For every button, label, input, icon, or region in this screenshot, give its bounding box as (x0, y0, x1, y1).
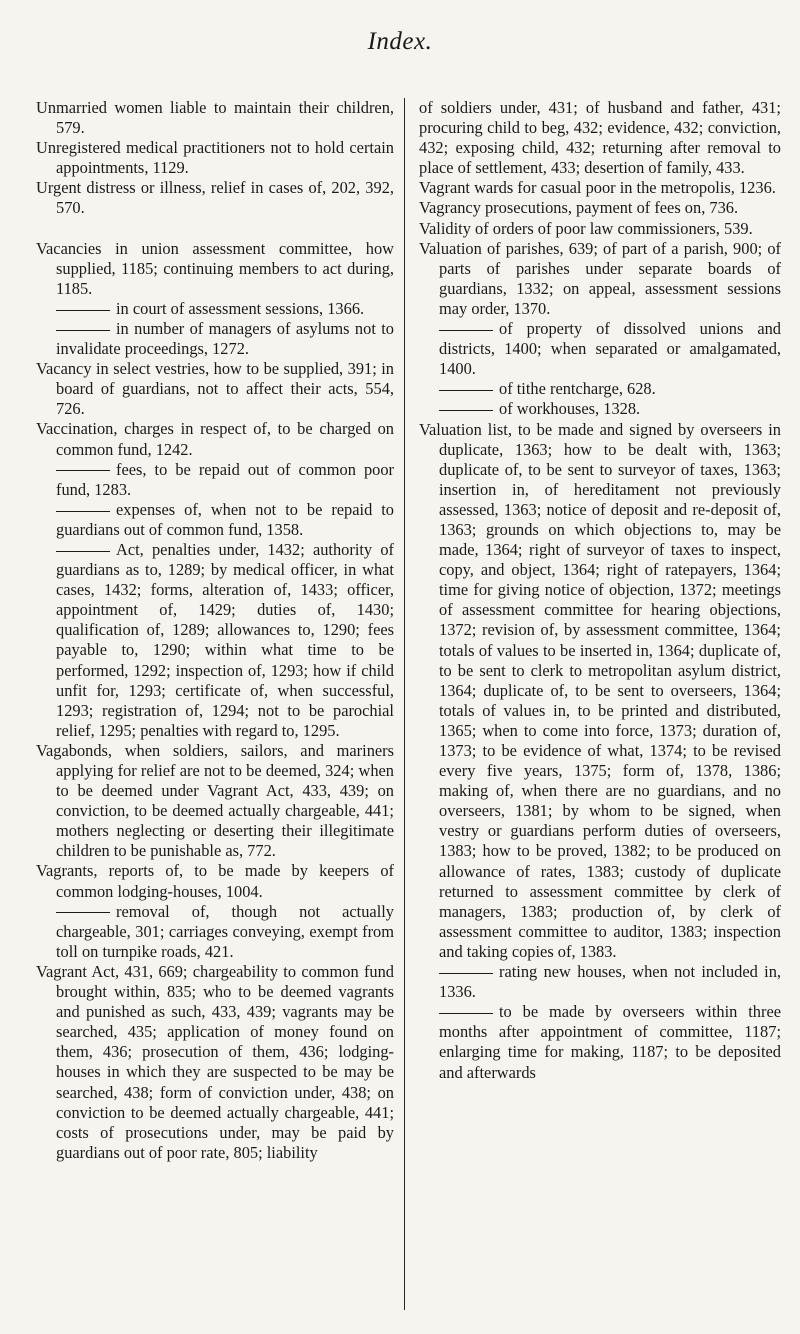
entry-text: Vagrant wards for casual poor in the metropolis, 1236. (419, 178, 776, 198)
repeat-dash (56, 912, 110, 913)
entry-text: Act, penalties under, 1432; authority of guardians as to, 1289; by medical officer, in what cases, 1432; forms, alteration of, 1433; officer, appointment of, 1429; duties of, 1430; qualification of, 1289; allowances to, 1290; fees payable to, 1290; within what time to be performed, 1292; inspection of, 1293; how if child unfit for, 1293; certificate of, when successful, 1293; registration of, 1294; not to be parochial relief, 1295; penalties with regard to, 1295. (56, 539, 394, 740)
entry-text: of workhouses, 1328. (499, 399, 641, 419)
index-subentry (36, 540, 394, 741)
entry-text: of tithe rentcharge, 628. (499, 379, 656, 399)
entry-text: Vacancy in select vestries, how to be supplied, 391; in board of guardians, not to affect their acts, 554, 726. (36, 359, 394, 419)
entry-text: Vagabonds, when soldiers, sailors, and mariners applying for relief are not to be deemed, 324; when to be deemed under Vagrant Act, 433, 439; on conviction, to be deemed actually chargeable, 441; mothers neglecting or deserting their illegitimate children to be punishable as, 772. (36, 740, 394, 861)
index-entry (36, 419, 394, 459)
entry-text: Vacancies in union assessment committee, how supplied, 1185; continuing members to act during, 1185. (36, 238, 394, 298)
index-entry (36, 239, 394, 299)
entry-text: Valuation of parishes, 639; of part of a parish, 900; of parts of parishes under separate boards of guardians, 1332; on appeal, assessment sessions may order, 1370. (419, 238, 781, 318)
index-entry (36, 359, 394, 419)
entry-text: Vagrants, reports of, to be made by keepers of common lodging-houses, 1004. (36, 861, 394, 901)
index-subentry (36, 902, 394, 962)
index-subentry (419, 379, 781, 399)
index-subentry (36, 460, 394, 500)
repeat-dash (439, 330, 493, 331)
entry-text: Vagrant Act, 431, 669; chargeability to common fund brought within, 835; who to be deemed vagrants and punished as such, 433, 439; vagrants may be searched, 435; application of money found on them, 436; prosecution of them, 436; lodging-houses in which they are suspected to be may be searched, 438; form of conviction under, 438; on conviction to be deemed actually chargeable, 441; costs of prosecutions under, may be paid by guardians out of poor rate, 805; liability (36, 961, 394, 1162)
entry-text: removal of, though not actually chargeable, 301; carriages conveying, exempt from toll on turnpike roads, 421. (56, 901, 394, 961)
entry-text: of soldiers under, 431; of husband and father, 431; procuring child to beg, 432; evidence, 432; conviction, 432; exposing child, 432; returning after removal to place of settlement, 433; desertion of family, 433. (419, 98, 781, 178)
index-entry (36, 861, 394, 901)
right-column (419, 98, 781, 1083)
entry-text: of property of dissolved unions and districts, 1400; when separated or amalgamated, 1400. (439, 319, 781, 379)
index-entry (36, 962, 394, 1163)
repeat-dash (56, 511, 110, 512)
index-entry (36, 741, 394, 862)
entry-text: Vagrancy prosecutions, payment of fees on, 736. (419, 198, 739, 218)
entry-text: in court of assessment sessions, 1366. (116, 298, 365, 318)
column-divider (404, 98, 405, 1310)
entry-text: fees, to be repaid out of common poor fund, 1283. (56, 459, 394, 499)
index-entry (36, 178, 394, 218)
entry-text: Vaccination, charges in respect of, to be charged on common fund, 1242. (36, 419, 394, 459)
index-entry (419, 198, 781, 218)
index-entry (36, 138, 394, 178)
entry-text: Unmarried women liable to maintain their children, 579. (36, 98, 394, 138)
index-subentry (36, 500, 394, 540)
index-subentry (419, 1002, 781, 1082)
index-subentry (419, 399, 781, 419)
index-subentry (419, 319, 781, 379)
entry-text: in number of managers of asylums not to invalidate proceedings, 1272. (56, 318, 394, 359)
index-subentry (36, 319, 394, 359)
index-entry (419, 98, 781, 178)
repeat-dash (56, 310, 110, 311)
index-entry (419, 178, 781, 198)
repeat-dash (439, 410, 493, 411)
repeat-dash (56, 551, 110, 552)
index-subentry (419, 962, 781, 1002)
entry-text: Validity of orders of poor law commissioners, 539. (419, 218, 753, 238)
left-column (36, 98, 394, 1163)
entry-text: Valuation list, to be made and signed by overseers in duplicate, 1363; how to be dealt with, 1363; duplicate of, to be sent to surveyor of taxes, 1363; insertion in, of hereditament not previously assessed, 1363; notice of deposit and re-deposit of, 1363; grounds on which objections to, may be made, 1364; right of surveyor of taxes to inspect, copy, and object, 1364; right of ratepayers, 1364; time for giving notice of objection, 1372; meetings of assessment committee for hearing objections, 1372; revision of, by assessment committee, 1364; totals of values to be inserted in, 1364; duplicate of, to be sent to clerk to metropolitan asylum district, 1364; duplicate of, to be sent to overseers, 1364; totals of values in, to be printed and distributed, 1365; when to come into force, 1373; duration of, 1373; to be evidence of what, 1374; to be revised every five years, 1375; form of, 1378, 1386; making of, when there are no guardians, and no overseers, 1381; by whom to be signed, when vestry or guardians perform duties of overseers, 1383; how to be proved, 1382; to be produced on allowance of rates, 1383; custody of duplicate returned to assessment committee by clerk of managers, 1383; production of, by clerk of assessment committee to auditor, 1383; inspection and taking copies of, 1383. (419, 419, 781, 961)
index-entry (36, 98, 394, 138)
entry-text: to be made by overseers within three months after appointment of committee, 1187; enlarging time for making, 1187; to be deposited and afterwards (439, 1002, 781, 1082)
entry-text: rating new houses, when not included in, 1336. (439, 962, 781, 1002)
repeat-dash (439, 973, 493, 974)
index-entry (419, 219, 781, 239)
repeat-dash (56, 330, 110, 331)
repeat-dash (56, 470, 110, 471)
entry-text: expenses of, when not to be repaid to guardians out of common fund, 1358. (56, 499, 394, 539)
repeat-dash (439, 1013, 493, 1014)
index-entry (419, 239, 781, 319)
entry-text: Unregistered medical practitioners not to hold certain appointments, 1129. (36, 138, 394, 178)
page-title: Index. (367, 28, 433, 55)
entry-text: Urgent distress or illness, relief in cases of, 202, 392, 570. (36, 178, 394, 218)
index-entry (419, 420, 781, 963)
repeat-dash (439, 390, 493, 391)
index-subentry (36, 299, 394, 319)
